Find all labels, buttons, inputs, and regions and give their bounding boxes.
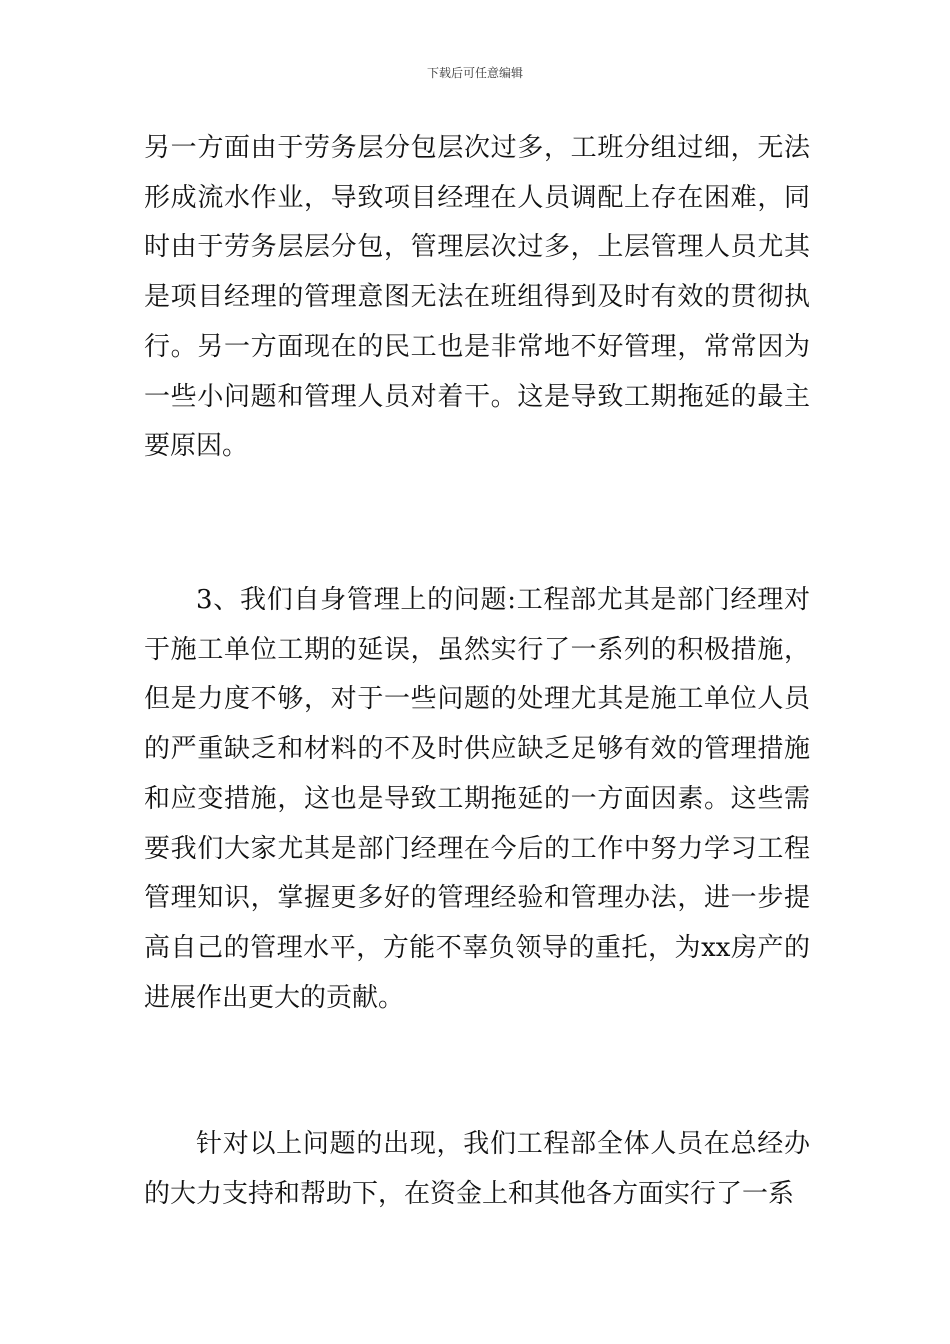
paragraph-response-measures: 针对以上问题的出现，我们工程部全体人员在总经办的大力支持和帮助下，在资金上和其他各方面实行了一系	[144, 1129, 810, 1209]
page-header: 下载后可任意编辑	[426, 66, 523, 80]
paragraph-management-issues: 3、我们自身管理上的问题:工程部尤其是部门经理对于施工单位工期的延误，虽然实行了一系列的积极措施，但是力度不够，对于一些问题的处理尤其是施工单位人员的严重缺乏和材料的不及时供应缺乏足够有效的管理措施和应变措施，这也是导致工期拖延的一方面因素。这些需要我们大家尤其是部门经理在今后的工作中努力学习工程管理知识，掌握更多好的管理经验和管理办法，进一步提高自己的管理水平，方能不辜负领导的重托，为xx房产的进展作出更大的贡献。	[144, 585, 810, 1013]
paragraph-labor-subcontracting: 另一方面由于劳务层分包层次过多，工班分组过细，无法形成流水作业，导致项目经理在人员调配上存在困难，同时由于劳务层层分包，管理层次过多，上层管理人员尤其是项目经理的管理意图无法在班组得到及时有效的贯彻执行。另一方面现在的民工也是非常地不好管理，常常因为一些小问题和管理人员对着干。这是导致工期拖延的最主要原因。	[144, 133, 810, 462]
